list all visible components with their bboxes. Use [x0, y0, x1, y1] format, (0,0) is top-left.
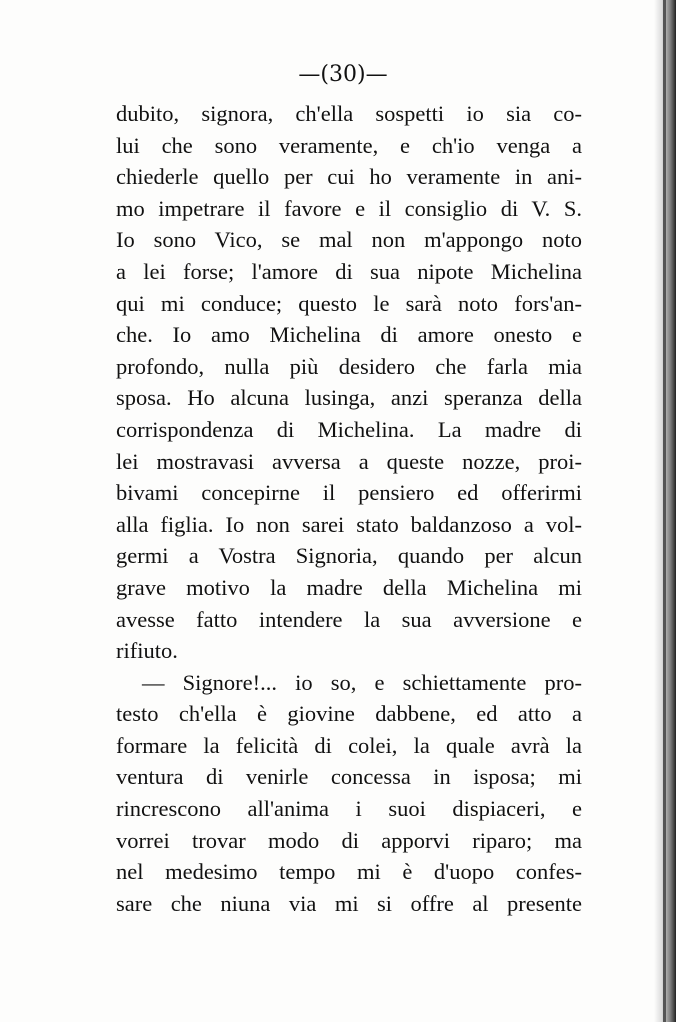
text-line: che. Io amo Michelina di amore onesto e — [116, 322, 582, 348]
text-line: testo ch'ella è giovine dabbene, ed atto a — [116, 701, 582, 727]
text-line: ventura di venirle concessa in isposa; mi — [116, 764, 582, 790]
text-line: lei mostravasi avversa a queste nozze, proi- — [116, 448, 582, 474]
text-line: a lei forse; l'amore di sua nipote Michelina — [116, 258, 582, 284]
text-line: qui mi conduce; questo le sarà noto fors'an- — [116, 290, 582, 316]
text-line: avesse fatto intendere la sua avversione e — [116, 606, 582, 632]
text-line: corrispondenza di Michelina. La madre di — [116, 416, 582, 442]
text-line: rincrescono all'anima i suoi dispiaceri, e — [116, 796, 582, 822]
text-line: — Signore!... io so, e schiettamente pro- — [142, 669, 582, 695]
text-line: grave motivo la madre della Michelina mi — [116, 574, 582, 600]
text-line: bivami concepirne il pensiero ed offerirmi — [116, 480, 582, 506]
text-line: profondo, nulla più desidero che farla mia — [116, 353, 582, 379]
text-line: lui che sono veramente, e ch'io venga a — [116, 132, 582, 158]
text-line: Io sono Vico, se mal non m'appongo noto — [116, 227, 582, 253]
text-line: alla figlia. Io non sarei stato baldanzoso a vol- — [116, 511, 582, 537]
text-line: rifiuto. — [116, 638, 178, 664]
text-line: vorrei trovar modo di apporvi riparo; ma — [116, 827, 582, 853]
text-line: formare la felicità di colei, la quale avrà la — [116, 732, 582, 758]
body-text — [116, 98, 582, 919]
text-line: chiederle quello per cui ho veramente in ani- — [116, 164, 582, 190]
text-line: germi a Vostra Signoria, quando per alcun — [116, 543, 582, 569]
page-edge-line — [663, 0, 666, 1022]
text-line: nel medesimo tempo mi è d'uopo confes- — [116, 859, 582, 885]
text-line: mo impetrare il favore e il consiglio di V. S. — [116, 195, 582, 221]
page-number: —(30)— — [298, 62, 388, 87]
text-line: sposa. Ho alcuna lusinga, anzi speranza della — [116, 385, 582, 411]
text-line: dubito, signora, ch'ella sospetti io sia co- — [116, 101, 582, 126]
text-line: sare che niuna via mi si offre al presente — [116, 890, 582, 916]
